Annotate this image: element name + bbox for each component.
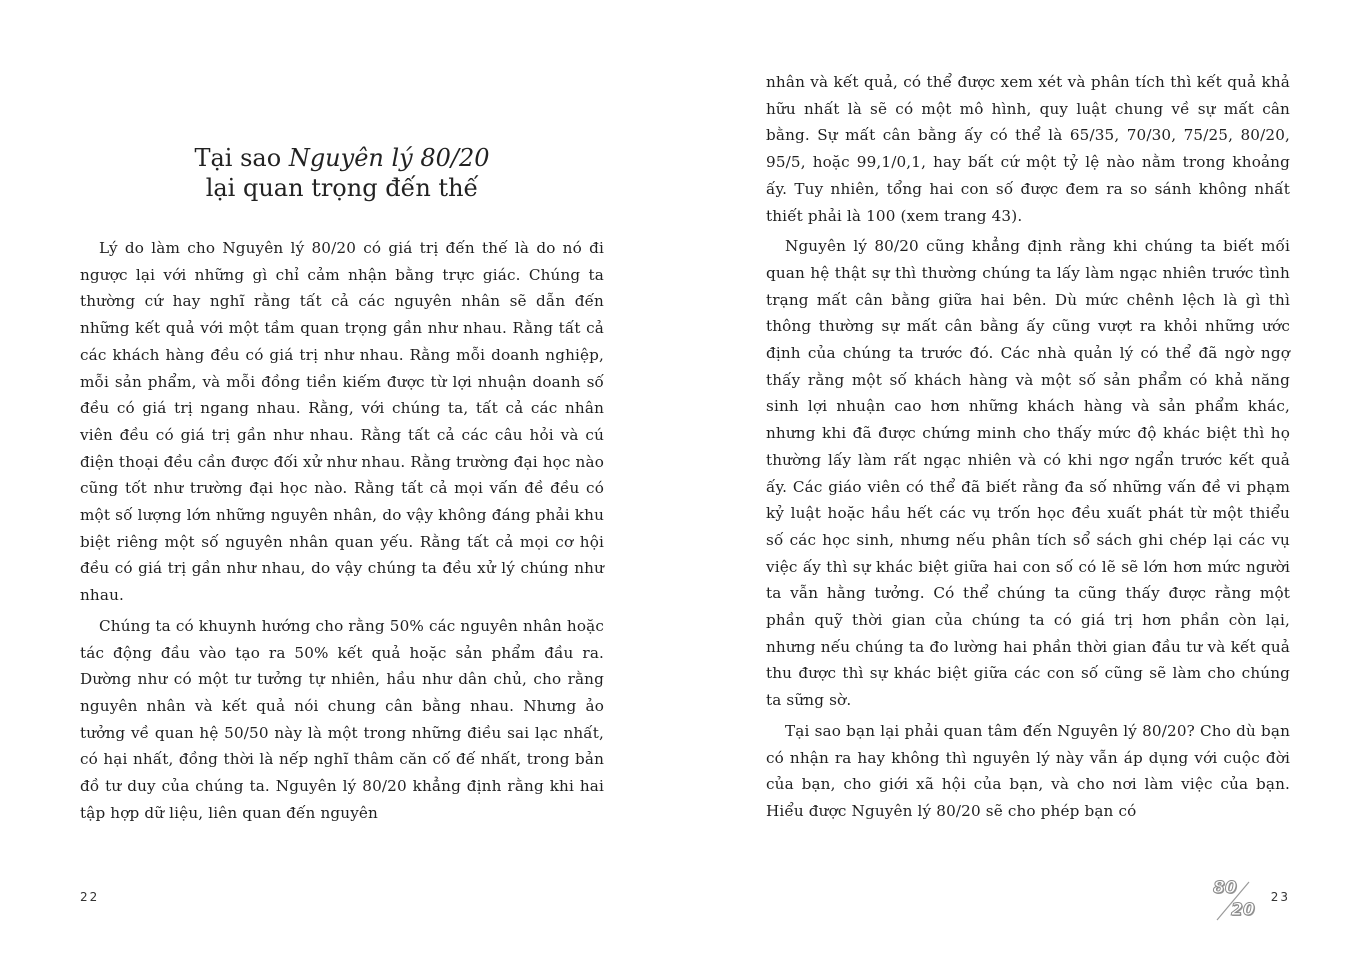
title-italic: Nguyên lý 80/20 — [288, 144, 490, 172]
paragraph: Chúng ta có khuynh hướng cho rằng 50% các nguyên nhân hoặc tác động đầu vào tạo ra 50% kết quả hoặc sản phẩm đầu ra. Dường như có một tư tưởng tự nhiên, hầu như dân chủ, cho rằng nguyên nhân và kết quả nói chung cân bằng nhau. Nhưng ảo tưởng về quan hệ 50/50 này là một trong những điều sai lạc nhất, có hại nhất, đồng thời là nếp nghĩ thâm căn cố đế nhất, trong bản đồ tư duy của chúng ta. Nguyên lý 80/20 khẳng định rằng khi hai tập hợp dữ liệu, liên quan đến nguyên — [80, 616, 605, 822]
left-page — [80, 0, 604, 969]
logo-top-number: 80 — [1213, 878, 1237, 898]
paragraph: Nguyên lý 80/20 cũng khẳng định rằng khi chúng ta biết mối quan hệ thật sự thì thường chúng ta lấy làm ngạc nhiên trước tình trạng mất cân bằng giữa hai bên. Dù mức chênh lệch là gì thì thông thường sự mất cân bằng ấy cũng vượt ra khỏi những ước định của chúng ta trước đó. Các nhà quản lý có thể đã ngờ ngợ thấy rằng một số khách hàng và một số sản phẩm có khả năng sinh lợi nhuận cao hơn những khách hàng và sản phẩm khác, nhưng khi đã được chứng minh cho thấy mức độ khác biệt thì họ thường lấy làm rất ngạc nhiên và có khi ngơ ngẩn trước kết quả ấy. Các giáo viên có thể đã biết rằng đa số những vấn đề vi phạm kỷ luật hoặc hầu hết các vụ trốn học đều xuất phát từ một thiểu số các học sinh, nhưng nếu phân tích sổ sách ghi chép lại các vụ việc ấy thì sự khác biệt giữa hai con số có lẽ sẽ lớn hơn mức người ta vẫn hằng tưởng. Có thể chúng ta cũng thấy được rằng một phần quỹ thời gian của chúng ta có giá trị hơn phần còn lại, nhưng nếu chúng ta đo lường hai phần thời gian đầu tư và kết quả thu được thì sự khác biệt giữa các con số cũng sẽ làm cho chúng ta sững sờ. — [766, 237, 1290, 710]
right-page — [766, 0, 1290, 969]
logo-bottom-number: 20 — [1231, 900, 1255, 920]
left-body-text — [80, 235, 604, 830]
title-prefix: Tại sao — [194, 144, 289, 172]
paragraph: nhân và kết quả, có thể được xem xét và phân tích thì kết quả khả hữu nhất là sẽ có một mô hình, quy luật chung về sự mất cân bằng. Sự mất cân bằng ấy có thể là 65/35, 70/30, 75/25, 80/20, 95/5, hoặc 99,1/0,1, hay bất cứ một tỷ lệ nào nằm trong khoảng ấy. Tuy nhiên, tổng hai con số được đem ra so sánh không nhất thiết phải là 100 (xem trang 43). — [766, 73, 1290, 225]
book-logo-8020 — [1209, 876, 1259, 924]
paragraph: Lý do làm cho Nguyên lý 80/20 có giá trị đến thế là do nó đi ngược lại với những gì chỉ cảm nhận bằng trực giác. Chúng ta thường cứ hay nghĩ rằng tất cả các nguyên nhân sẽ dẫn đến những kết quả với một tầm quan trọng gần như nhau. Rằng tất cả các khách hàng đều có giá trị như nhau. Rằng mỗi doanh nghiệp, mỗi sản phẩm, và mỗi đồng tiền kiếm được từ lợi nhuận doanh số đều có giá trị ngang nhau. Rằng, với chúng ta, tất cả các nhân viên đều có giá trị gần như nhau. Rằng tất cả các câu hỏi và cú điện thoại đều cần được đối xử như nhau. Rằng trường đại học nào cũng tốt như trường đại học nào. Rằng tất cả mọi vấn đề đều có một số lượng lớn những nguyên nhân, do vậy không đáng phải khu biệt riêng một số nguyên nhân quan yếu. Rằng tất cả mọi cơ hội đều có giá trị gần như nhau, do vậy chúng ta đều xử lý chúng như nhau. — [80, 239, 604, 605]
chapter-title — [80, 143, 604, 203]
paragraph: Tại sao bạn lại phải quan tâm đến Nguyên lý 80/20? Cho dù bạn có nhận ra hay không thì nguyên lý này vẫn áp dụng với cuộc đời của bạn, cho giới xã hội của bạn, và cho nơi làm việc của bạn. Hiểu được Nguyên lý 80/20 sẽ cho phép bạn có — [766, 721, 1290, 820]
page-number-right: 23 — [1270, 890, 1290, 904]
right-body-text — [766, 69, 1290, 829]
title-line-2: lại quan trọng đến thế — [205, 174, 479, 202]
page-number-left: 22 — [80, 890, 100, 904]
